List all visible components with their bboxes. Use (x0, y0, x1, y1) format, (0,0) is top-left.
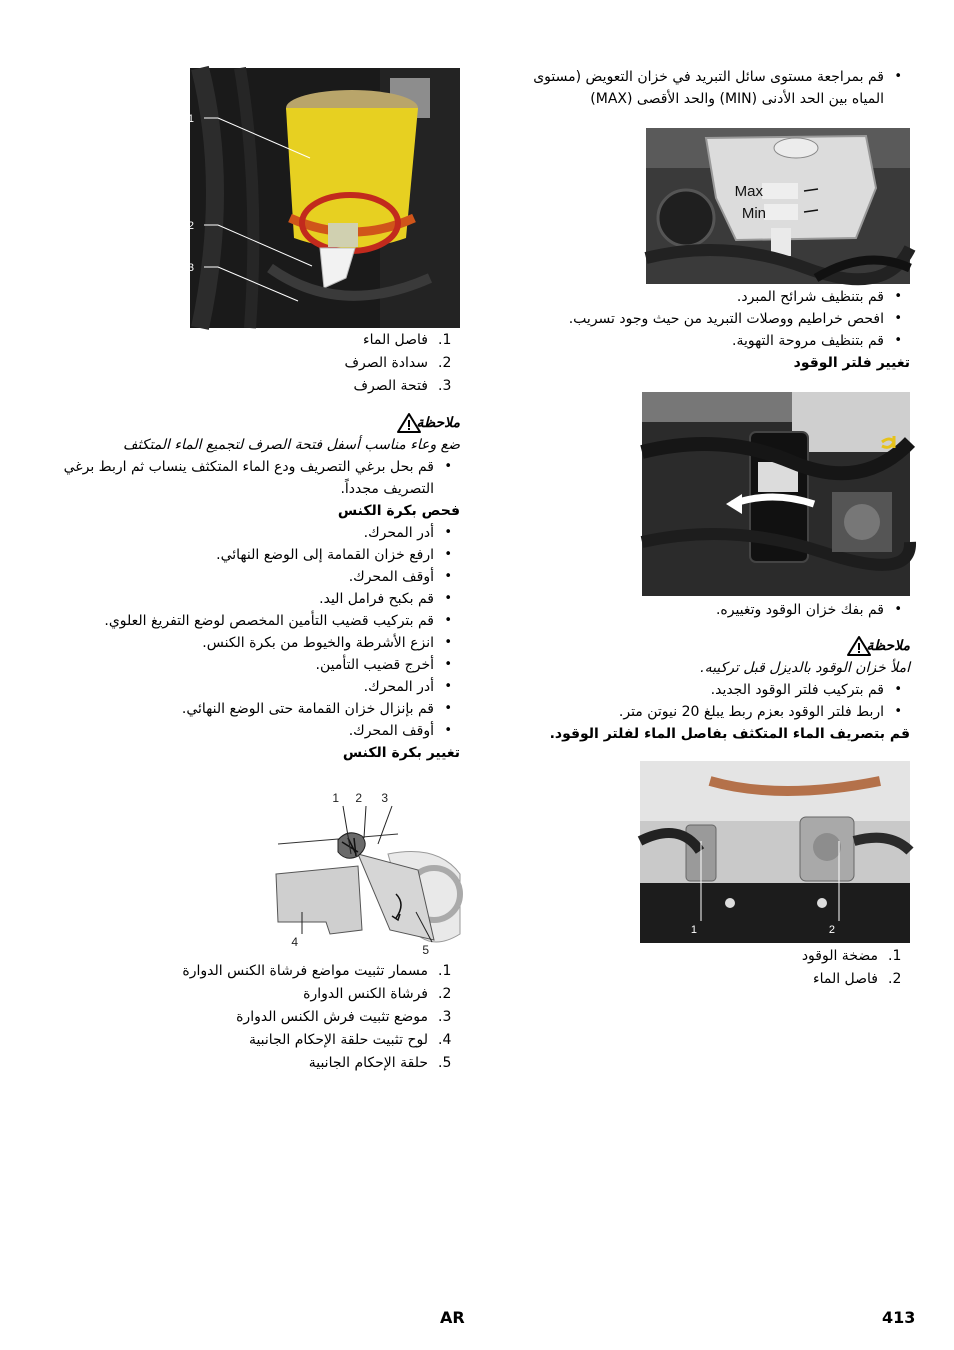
list-item: • قم بتركيب قضيب التأمين المخصص لوضع التفريغ العلوي. (40, 610, 460, 632)
drain-note (40, 412, 460, 456)
brush-diagram (238, 784, 460, 956)
callout-3: 3 (187, 262, 194, 274)
legend-item: 2. فرشاة الكنس الدوارة (303, 986, 452, 1002)
water-separator-legend (40, 329, 460, 398)
list-item: • قم بإنزال خزان القمامة حتى الوضع النهائي. (40, 698, 460, 720)
list-item: • قم بفك خزان الوقود وتغييره. (500, 599, 910, 621)
legend-item: 1. مسمار تثبيت مواضع فرشاة الكنس الدوارة (182, 963, 452, 979)
right-column (500, 66, 910, 991)
min-label: Min (741, 205, 766, 222)
legend-item: 3. فتحة الصرف (353, 378, 452, 394)
fuel-pump-legend (500, 945, 910, 991)
callout-1: 1 (690, 924, 697, 936)
drain-list (40, 456, 460, 500)
list-item: • قم بتركيب فلتر الوقود الجديد. (500, 679, 910, 701)
list-item: • أوقف المحرك. (40, 566, 460, 588)
legend-item: 4. لوح تثبيت حلقة الإحكام الجانبية (248, 1032, 452, 1048)
legend-item: 3. موضع تثبيت فرش الكنس الدوارة (236, 1009, 452, 1025)
legend-item: 1. فاصل الماء (363, 332, 452, 348)
list-item: • قم بحل برغي التصريف ودع الماء المتكثف ينساب ثم اربط برغي التصريف مجدداً. (40, 456, 460, 500)
callout-5: 5 (422, 943, 429, 957)
note-text: املأ خزان الوقود بالديزل قبل تركيبه. (700, 660, 910, 676)
max-label: Max (734, 183, 763, 200)
legend-item: 2. فاصل الماء (813, 971, 902, 987)
list-item: • انزع الأشرطة والخيوط من بكرة الكنس. (40, 632, 460, 654)
brush-legend (40, 960, 460, 1075)
legend-item: 5. حلقة الإحكام الجانبية (308, 1055, 452, 1071)
list-item: • أدر المحرك. (40, 676, 460, 698)
note-title: ملاحظة (416, 415, 460, 431)
list-item: • قم بتنظيف مروحة التهوية. (500, 330, 910, 352)
fuel-filter-photo (642, 392, 910, 596)
fuel-pump-photo (640, 761, 910, 943)
list-item: • اربط فلتر الوقود بعزم ربط يبلغ 20 نيوتن متر. (500, 701, 910, 723)
list-item: • قم بتنظيف شرائح المبرد. (500, 286, 910, 308)
legend-item: 2. سدادة الصرف (344, 355, 452, 371)
brush-check-heading: فحص بكرة الكنس (337, 503, 460, 519)
coolant-list (500, 66, 910, 110)
callout-2: 2 (355, 791, 362, 805)
fuel-install-list (500, 679, 910, 723)
list-item: • أخرج قضيب التأمين. (40, 654, 460, 676)
fuel-note (500, 635, 910, 679)
coolant-check-step: • قم بمراجعة مستوى سائل التبريد في خزان التعويض (مستوى المياه بين الحد الأدنى (MIN) والحد الأقصى (MAX) (500, 66, 910, 110)
list-item: • ارفع خزان القمامة إلى الوضع النهائي. (40, 544, 460, 566)
callout-3: 3 (381, 791, 388, 805)
footer-language: AR (440, 1308, 465, 1327)
brush-change-heading: تغيير بكرة الكنس (342, 745, 460, 761)
callout-4: 4 (291, 935, 298, 949)
page-number: 413 (882, 1308, 916, 1327)
warning-icon (397, 413, 421, 433)
callout-1: 1 (187, 113, 194, 125)
brush-check-steps (40, 522, 460, 742)
water-drain-heading: قم بتصريف الماء المتكثف بفاصل الماء لفلتر الوقود. (549, 726, 910, 742)
fuel-filter-list (500, 599, 910, 621)
water-separator-photo (187, 68, 460, 328)
list-item: • أدر المحرك. (40, 522, 460, 544)
legend-item: 1. مضخة الوقود (801, 948, 902, 964)
warning-icon (847, 636, 871, 656)
callout-1: 1 (332, 791, 339, 805)
list-item: • قم بكبح فرامل اليد. (40, 588, 460, 610)
list-item: • أوقف المحرك. (40, 720, 460, 742)
left-column (40, 66, 460, 1075)
note-title: ملاحظة (866, 638, 910, 654)
coolant-tank-photo (646, 128, 910, 284)
fuel-filter-heading: تغيير فلتر الوقود (793, 355, 910, 371)
note-text: ضع وعاء مناسب أسفل فتحة الصرف لتجميع الماء المتكثف (123, 437, 460, 453)
list-item: • افحص خراطيم ووصلات التبريد من حيث وجود تسريب. (500, 308, 910, 330)
callout-2: 2 (187, 220, 194, 232)
callout-2: 2 (828, 924, 835, 936)
cooling-maintenance-list (500, 286, 910, 352)
